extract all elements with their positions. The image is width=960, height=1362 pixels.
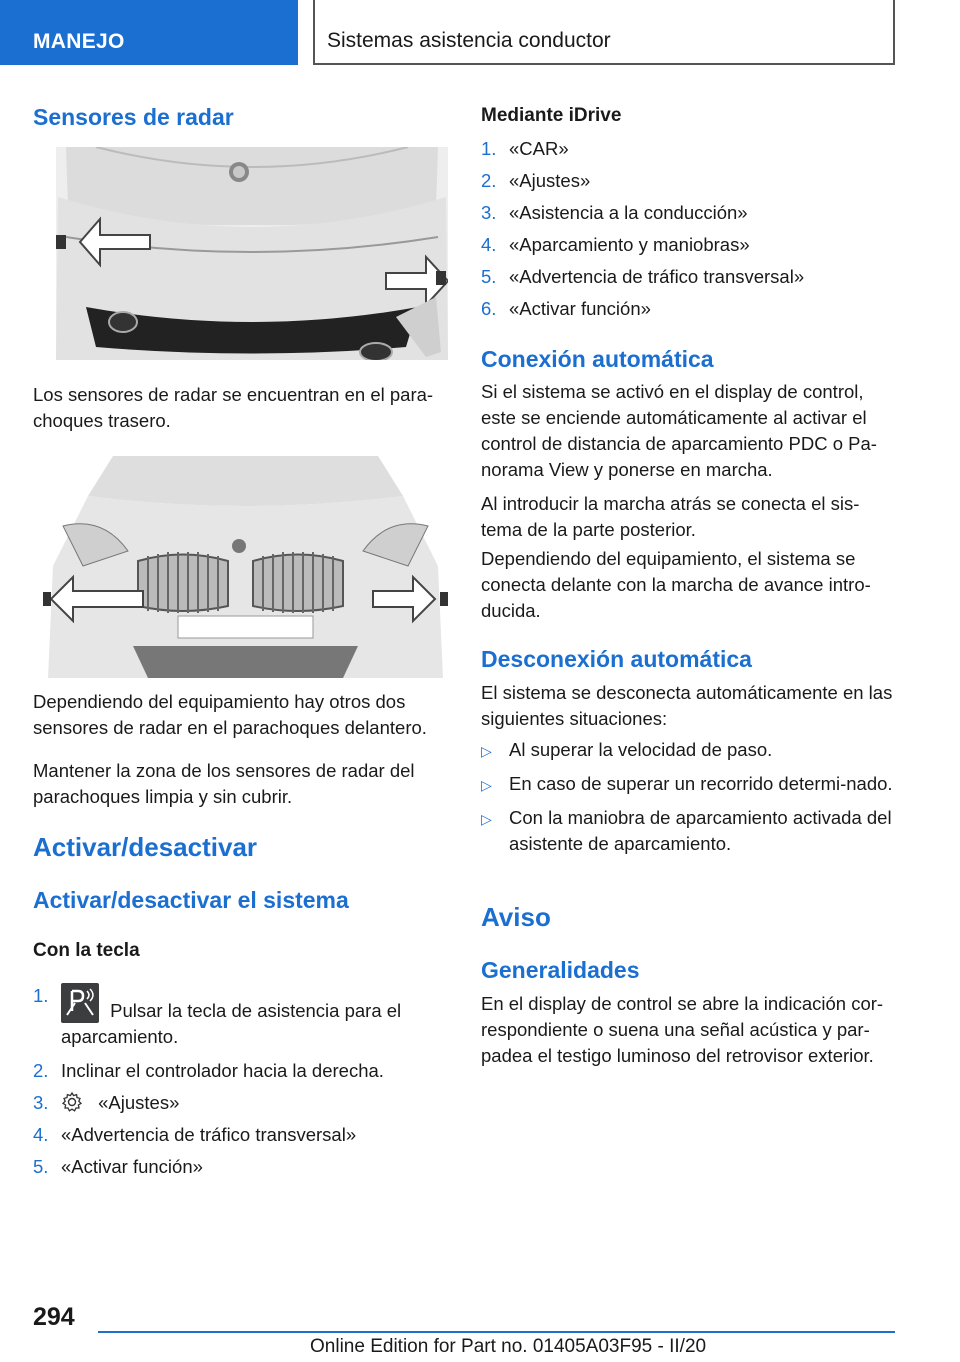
list-item (481, 771, 896, 797)
item-text: Al superar la velocidad de paso. (509, 739, 773, 760)
bullet-icon: ▷ (481, 811, 492, 827)
list-item (481, 264, 896, 290)
step-number: 3. (33, 1092, 49, 1113)
item-text: Con la maniobra de aparcamiento activada del asistente de aparcamiento. (509, 807, 892, 854)
button-method-heading: Con la tecla (33, 940, 140, 961)
step-number: 3. (481, 202, 497, 223)
list-item (481, 232, 896, 258)
step-text: «Activar función» (61, 1156, 203, 1177)
step-text: «Advertencia de tráfico transversal» (509, 266, 805, 287)
step-text: «Advertencia de tráfico transversal» (61, 1124, 357, 1145)
header-chapter-label: Sistemas asistencia conductor (327, 29, 611, 52)
header-section-label: MANEJO (33, 30, 125, 53)
list-item (481, 200, 896, 226)
step-text: «Asistencia a la conducción» (509, 202, 748, 223)
step-number: 6. (481, 298, 497, 319)
step-text: «CAR» (509, 138, 569, 159)
auto-on-paragraph-3: Dependiendo del equipamiento, el sistema se conecta delante con la marcha de avance intro-ducida. (481, 548, 871, 621)
list-item (33, 1154, 448, 1180)
step-text: Pulsar la tecla de asistencia para el aparcamiento. (61, 1000, 402, 1047)
list-item (33, 983, 448, 1050)
list-item (33, 1090, 448, 1116)
keep-clean-text: Mantener la zona de los sensores de radar del parachoques limpia y sin cubrir. (33, 760, 415, 807)
auto-on-heading: Conexión automática (481, 346, 714, 372)
bullet-icon: ▷ (481, 777, 492, 793)
notice-heading: Aviso (481, 902, 551, 932)
step-number: 5. (481, 266, 497, 287)
front-sensors-text: Dependiendo del equipamiento hay otros dos sensores de radar en el parachoques delantero. (33, 691, 427, 738)
step-number: 1. (481, 138, 497, 159)
step-number: 1. (33, 985, 49, 1006)
list-item (481, 737, 896, 763)
general-heading: Generalidades (481, 957, 640, 983)
step-number: 4. (481, 234, 497, 255)
rear-bumper-illustration (56, 147, 448, 360)
idrive-steps-list (481, 136, 896, 322)
list-item (481, 168, 896, 194)
idrive-heading: Mediante iDrive (481, 105, 622, 126)
item-text: En caso de superar un recorrido determi-nado. (509, 773, 893, 794)
step-text: Inclinar el controlador hacia la derecha. (61, 1060, 384, 1081)
step-number: 5. (33, 1156, 49, 1177)
auto-off-heading: Desconexión automática (481, 646, 752, 672)
list-item (33, 1058, 448, 1084)
activate-heading: Activar/desactivar (33, 832, 258, 862)
auto-on-paragraph-2: Al introducir la marcha atrás se conecta el sis-tema de la parte posterior. (481, 493, 860, 540)
list-item (481, 136, 896, 162)
auto-off-list (481, 737, 896, 857)
header-section-tab (0, 0, 298, 65)
activate-system-heading: Activar/desactivar el sistema (33, 887, 349, 913)
list-item (33, 1122, 448, 1148)
bullet-icon: ▷ (481, 743, 492, 759)
page-number: 294 (33, 1303, 75, 1331)
rear-sensors-text: Los sensores de radar se encuentran en el para-choques trasero. (33, 384, 434, 431)
park-assist-button-icon (61, 983, 99, 1023)
edition-footer: Online Edition for Part no. 01405A03F95 - II/20 (310, 1336, 707, 1357)
step-number: 4. (33, 1124, 49, 1145)
header-chapter-box (313, 0, 895, 65)
step-number: 2. (33, 1060, 49, 1081)
front-bumper-illustration (43, 456, 448, 678)
step-text: «Aparcamiento y maniobras» (509, 234, 750, 255)
button-steps-list (33, 983, 448, 1180)
step-text: «Ajustes» (98, 1092, 180, 1113)
step-text: «Ajustes» (509, 170, 591, 191)
auto-on-paragraph-1: Si el sistema se activó en el display de control, este se enciende automáticamente al activar el control de distancia de aparcamiento PDC o Pa-norama View y ponerse en marcha. (481, 381, 877, 480)
step-text: «Activar función» (509, 298, 651, 319)
list-item (481, 805, 896, 857)
radar-sensors-heading: Sensores de radar (33, 104, 234, 130)
gear-icon (61, 1091, 83, 1113)
list-item (481, 296, 896, 322)
step-number: 2. (481, 170, 497, 191)
footer-divider (98, 1331, 895, 1333)
auto-off-intro: El sistema se desconecta automáticamente en las siguientes situaciones: (481, 682, 893, 729)
general-text: En el display de control se abre la indicación cor-respondiente o suena una señal acústica y par-padea el testigo luminoso del retrovisor exterior. (481, 993, 884, 1066)
